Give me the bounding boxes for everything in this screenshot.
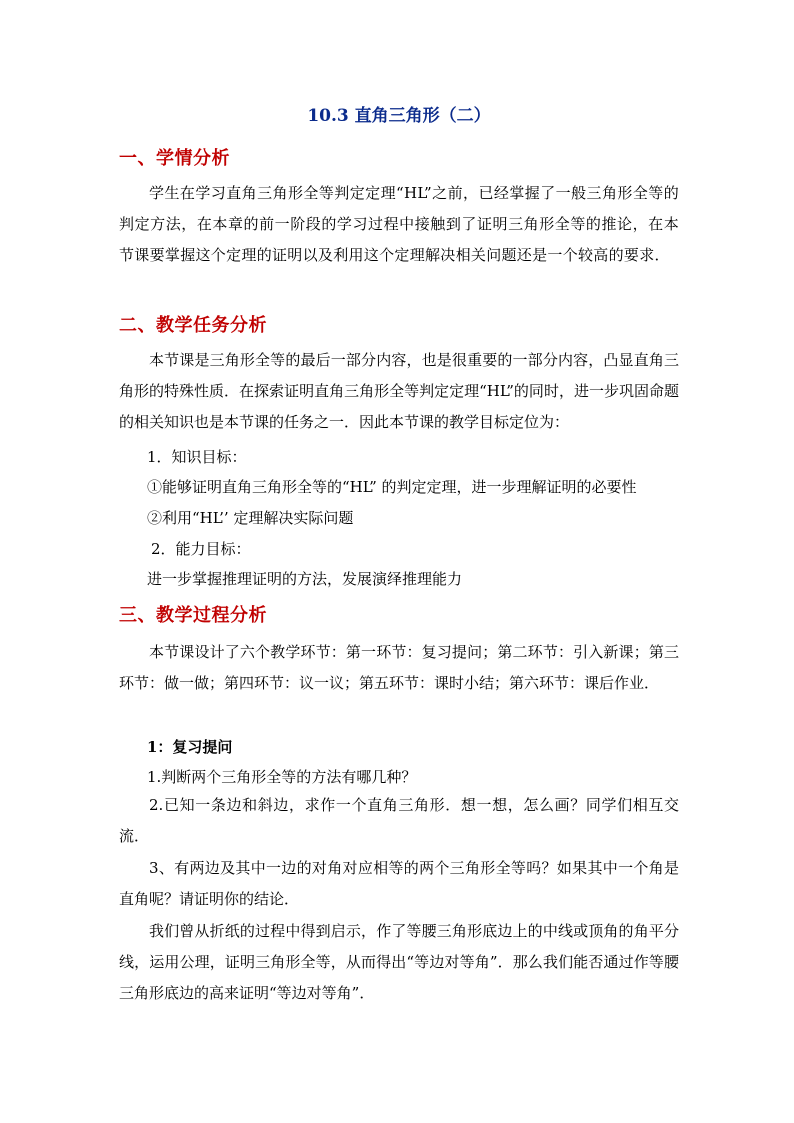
review-question-1: 1.判断两个三角形全等的方法有哪几种？ (147, 768, 417, 786)
section-heading-learner-analysis: 一、学情分析 (119, 148, 230, 169)
document-title: 10.3 直角三角形（二） (307, 106, 491, 126)
review-question-2: 2.已知一条边和斜边，求作一个直角三角形．想一想，怎么画？同学们相互交流． (119, 796, 679, 845)
ability-goal-1: 进一步掌握推理证明的方法，发展演绎推理能力 (147, 570, 463, 588)
task-analysis-paragraph: 本节课是三角形全等的最后一部分内容，也是很重要的一部分内容，凸显直角三角形的特殊性质．在探索证明直角三角形全等判定定理“HL”的同时，进一步巩固命题的相关知识也是本节课的任务之一．因此本节课的教学目标定位为： (119, 351, 679, 431)
review-question-3: 3、有两边及其中一边的对角对应相等的两个三角形全等吗？如果其中一个角是直角呢？请证明你的结论． (119, 859, 679, 908)
step-1-label: 1：复习提问 (147, 738, 233, 756)
knowledge-goal-1: ①能够证明直角三角形全等的“HL” 的判定定理，进一步理解证明的必要性 (147, 478, 637, 496)
ability-goal-label: 2．能力目标： (151, 540, 251, 558)
process-analysis-paragraph: 本节课设计了六个教学环节：第一环节：复习提问；第二环节：引入新课；第三环节：做一做；第四环节：议一议；第五环节：课时小结；第六环节：课后作业． (119, 643, 679, 692)
learner-analysis-paragraph: 学生在学习直角三角形全等判定定理“HL”之前，已经掌握了一般三角形全等的判定方法，在本章的前一阶段的学习过程中接触到了证明三角形全等的推论，在本节课要掌握这个定理的证明以及利用这个定理解决相关问题还是一个较高的要求． (119, 184, 679, 264)
knowledge-goal-2: ②利用“HL’’ 定理解决实际问题 (147, 509, 354, 527)
closing-paragraph: 我们曾从折纸的过程中得到启示，作了等腰三角形底边上的中线或顶角的角平分线，运用公理，证明三角形全等，从而得出“等边对等角”．那么我们能否通过作等腰三角形底边的高来证明“等边对等角”． (119, 922, 679, 1002)
section-heading-task-analysis: 二、教学任务分析 (119, 315, 267, 336)
knowledge-goal-label: 1．知识目标： (147, 448, 247, 466)
section-heading-process-analysis: 三、教学过程分析 (119, 605, 267, 626)
